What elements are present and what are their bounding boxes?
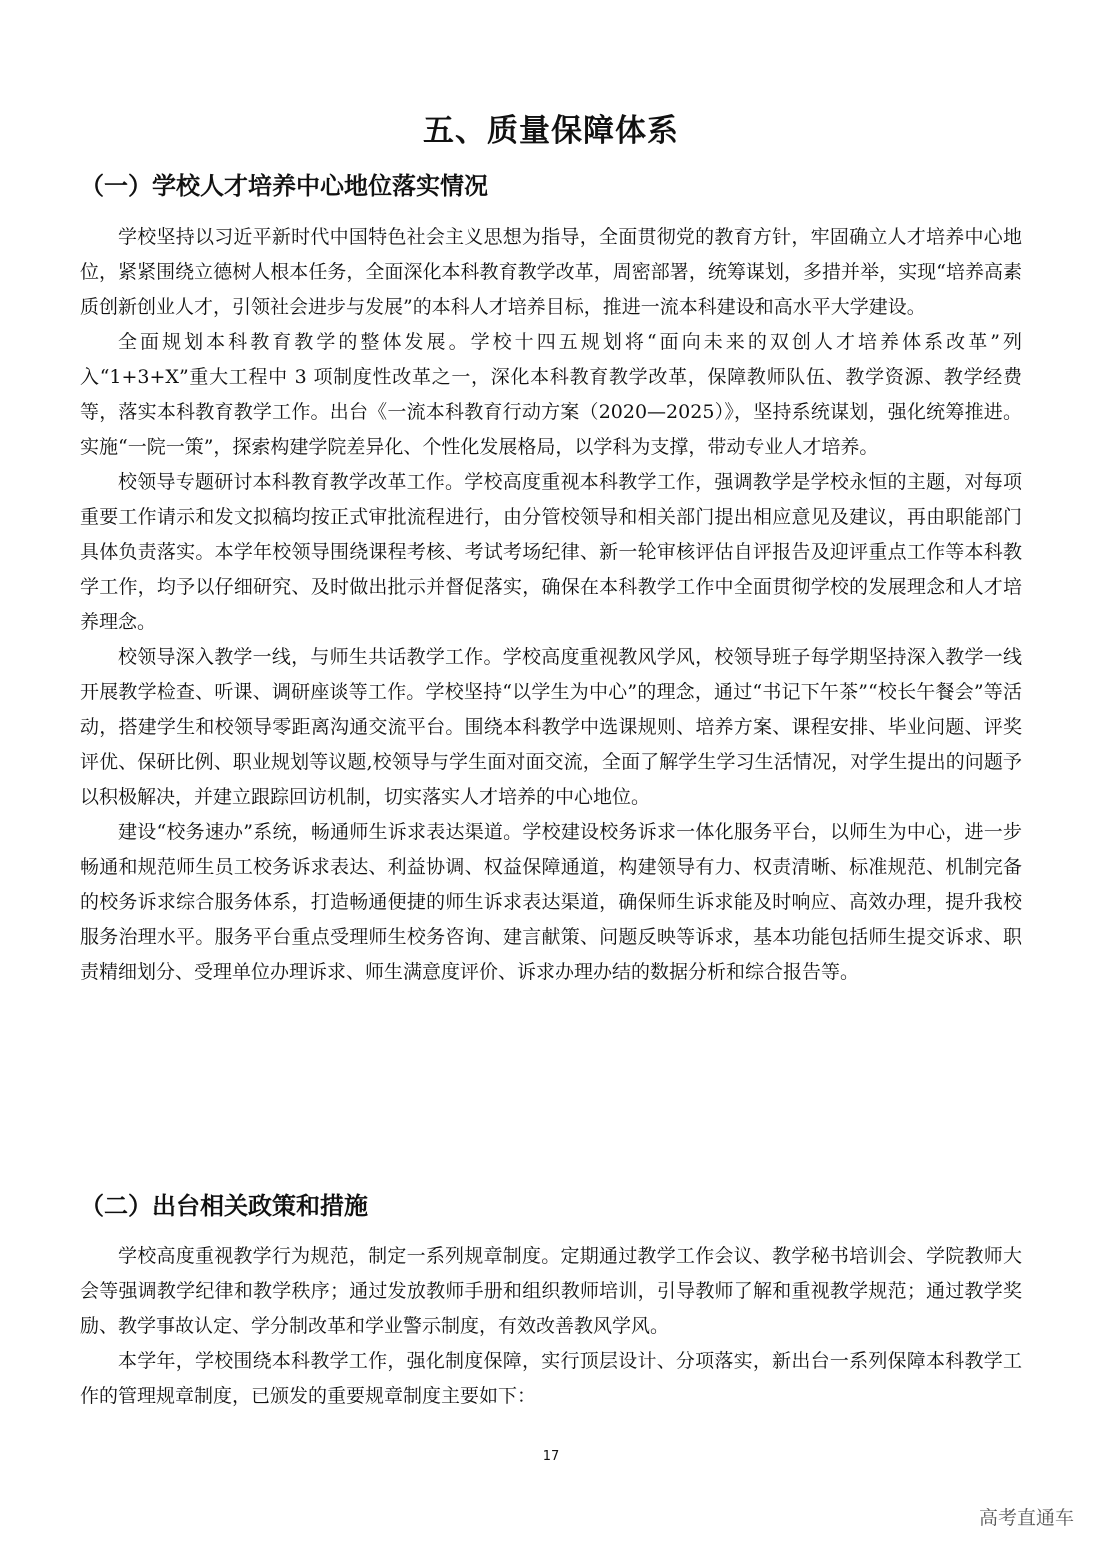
paragraph: 校领导深入教学一线，与师生共话教学工作。学校高度重视教风学风，校领导班子每学期坚持深入教学一线开展教学检查、听课、调研座谈等工作。学校坚持“以学生为中心”的理念，通过“书记下午茶”“校长午餐会”等活动，搭建学生和校领导零距离沟通交流平台。围绕本科教学中选课规则、培养方案、课程安排、毕业问题、评奖评优、保研比例、职业规划等议题,校领导与学生面对面交流，全面了解学生学习生活情况，对学生提出的问题予以积极解决，并建立跟踪回访机制，切实落实人才培养的中心地位。 [80,646,1022,808]
section-1-body [80,220,1022,990]
section-2-body [80,1239,1022,1414]
paragraph: 学校坚持以习近平新时代中国特色社会主义思想为指导，全面贯彻党的教育方针，牢固确立人才培养中心地位，紧紧围绕立德树人根本任务，全面深化本科教育教学改革，周密部署，统筹谋划，多措并举，实现“培养高素质创新创业人才，引领社会进步与发展”的本科人才培养目标，推进一流本科建设和高水平大学建设。 [80,226,1022,318]
chapter-title: 五、质量保障体系 [423,113,679,149]
page-number: 17 [542,1449,560,1464]
paragraph: 全面规划本科教育教学的整体发展。学校十四五规划将“面向未来的双创人才培养体系改革”列入“1+3+X”重大工程中 3 项制度性改革之一，深化本科教育教学改革，保障教师队伍、教学资源、教学经费等，落实本科教育教学工作。出台《一流本科教育行动方案（2020—2025）》，坚持系统谋划，强化统筹推进。实施“一院一策”，探索构建学院差异化、个性化发展格局，以学科为支撑，带动专业人才培养。 [80,331,1022,458]
paragraph: 建设“校务速办”系统，畅通师生诉求表达渠道。学校建设校务诉求一体化服务平台，以师生为中心，进一步畅通和规范师生员工校务诉求表达、利益协调、权益保障通道，构建领导有力、权责清晰、标准规范、机制完备的校务诉求综合服务体系，打造畅通便捷的师生诉求表达渠道，确保师生诉求能及时响应、高效办理，提升我校服务治理水平。服务平台重点受理师生校务咨询、建言献策、问题反映等诉求，基本功能包括师生提交诉求、职责精细划分、受理单位办理诉求、师生满意度评价、诉求办理办结的数据分析和综合报告等。 [80,821,1022,983]
section-heading-1: （一）学校人才培养中心地位落实情况 [80,172,488,200]
section-heading-2: （二）出台相关政策和措施 [80,1192,368,1220]
paragraph: 本学年，学校围绕本科教学工作，强化制度保障，实行顶层设计、分项落实，新出台一系列保障本科教学工作的管理规章制度，已颁发的重要规章制度主要如下： [80,1350,1022,1407]
watermark: 高考直通车 [978,1507,1074,1529]
paragraph: 学校高度重视教学行为规范，制定一系列规章制度。定期通过教学工作会议、教学秘书培训会、学院教师大会等强调教学纪律和教学秩序；通过发放教师手册和组织教师培训，引导教师了解和重视教学规范；通过教学奖励、教学事故认定、学分制改革和学业警示制度，有效改善教风学风。 [80,1245,1022,1337]
paragraph: 校领导专题研讨本科教育教学改革工作。学校高度重视本科教学工作，强调教学是学校永恒的主题，对每项重要工作请示和发文拟稿均按正式审批流程进行，由分管校领导和相关部门提出相应意见及建议，再由职能部门具体负责落实。本学年校领导围绕课程考核、考试考场纪律、新一轮审核评估自评报告及迎评重点工作等本科教学工作，均予以仔细研究、及时做出批示并督促落实，确保在本科教学工作中全面贯彻学校的发展理念和人才培养理念。 [80,471,1022,633]
